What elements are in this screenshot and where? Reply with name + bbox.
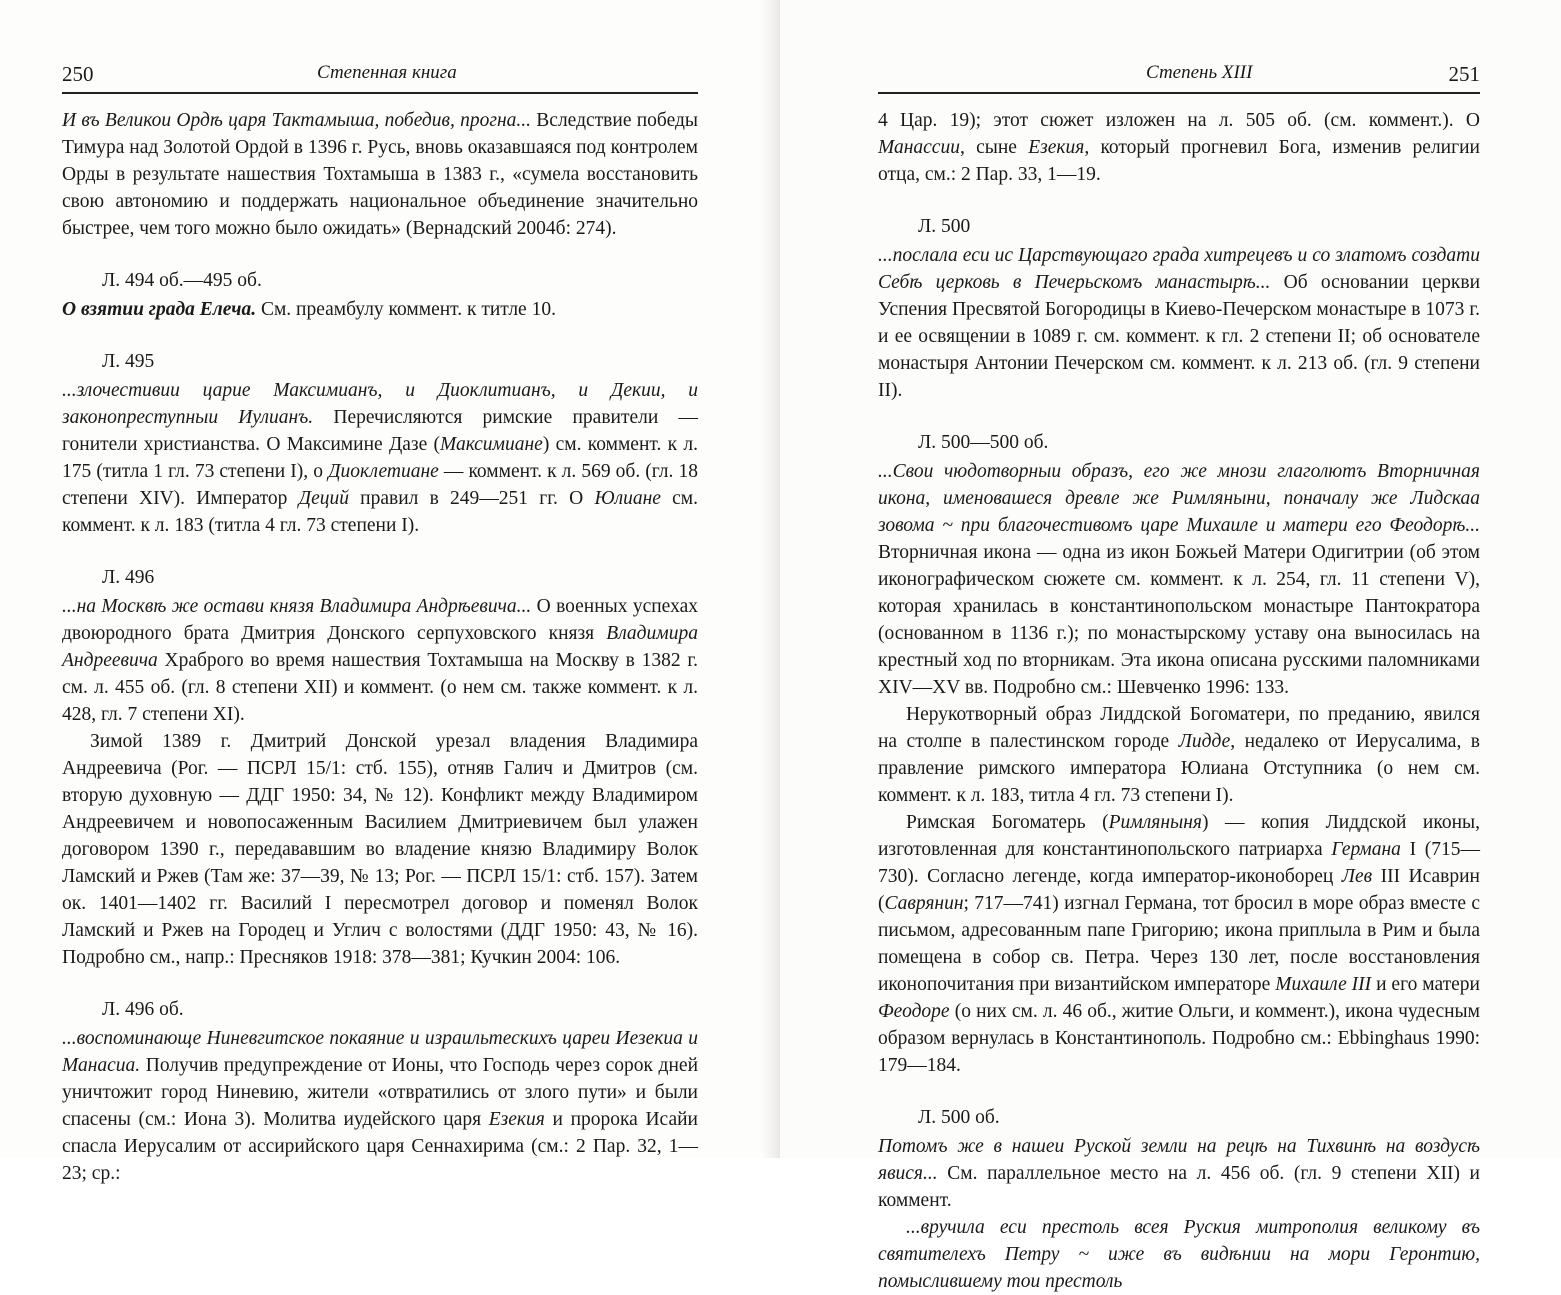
comment-text: Храброго во время нашествия Тохтамыша на Москву в 1382 г. см. л. 455 об. (гл. 8 степени XII) и коммент. (о нем см. также коммент. к л. 428, гл. 7 степени XI). bbox=[62, 650, 698, 725]
folio-reference: Л. 500 об. bbox=[918, 1107, 1000, 1128]
comment-text: Перечисляются римские правители — гонители христианства. О Максимине Дазе ( bbox=[62, 407, 698, 455]
commentary-paragraph bbox=[878, 809, 1480, 1079]
italic-name: Езекия bbox=[488, 1109, 545, 1130]
commentary-paragraph bbox=[878, 242, 1480, 404]
quoted-lemma: ...Свои чюдотворныи образъ, его же мнози глаголютъ Вторничная икона, именовашеся древле же Римляныни, поначалу же Лидскаа зовома ~ при благочестивомъ царе Михаиле и матери его Феодорѣ... bbox=[878, 461, 1480, 536]
commentary-entry bbox=[878, 1079, 1480, 1295]
comment-text: — коммент. к л. 569 об. (гл. 18 степени XIV). Император bbox=[62, 461, 698, 509]
quoted-lemma: И въ Великои Ордѣ царя Тактамыша, победив, прогна... bbox=[62, 110, 532, 131]
page-number: 250 bbox=[62, 62, 94, 86]
quoted-lemma: Потомъ же в нашеи Руской земли на рецѣ на Тихвинѣ на воздусѣ явися... bbox=[878, 1136, 1480, 1184]
comment-text: Об основании церкви Успения Пресвятой Богородицы в Киево-Печерском монастыре в 1073 г. и ее освящении в 1089 г. см. коммент. к гл. 2 степени II; об основателе монастыря Антонии Печерском см. коммент. к л. 213 об. (гл. 9 степени II). bbox=[878, 272, 1480, 401]
left-page-header bbox=[62, 58, 698, 94]
comment-text: (о них см. л. 46 об., житие Ольги, и коммент.), икона чудесным образом вернулась в Константинополь. Подробно см.: Ebbinghaus 1990: 179—184. bbox=[878, 1001, 1480, 1076]
commentary-entry bbox=[878, 107, 1480, 188]
quoted-lemma: ...на Москвѣ же остави князя Владимира Андрѣевича... bbox=[62, 596, 532, 617]
comment-text: , недалеко от Иерусалима, в правление римского императора Юлиана Отступника (о нем см. коммент. к л. 183, титла 4 гл. 73 степени I). bbox=[878, 731, 1480, 806]
italic-name: Владимира Андреевича bbox=[62, 623, 698, 671]
commentary-paragraph bbox=[62, 593, 698, 728]
comment-text: см. коммент. к л. 183 (титла 4 гл. 73 степени I). bbox=[62, 488, 699, 536]
comment-text: 4 Цар. 19); этот сюжет изложен на л. 505 об. (см. коммент.). О bbox=[878, 110, 1480, 131]
comment-text: , который прогневил Бога, изменив религии отца, см.: 2 Пар. 33, 1—19. bbox=[878, 137, 1480, 185]
comment-text: и его матери bbox=[1371, 974, 1480, 995]
italic-name: Лев bbox=[1341, 866, 1373, 887]
left-page-body bbox=[62, 107, 698, 1187]
commentary-entry bbox=[62, 971, 698, 1187]
folio-reference: Л. 496 bbox=[102, 567, 155, 588]
italic-name: Римляныня bbox=[1108, 812, 1202, 833]
comment-text: ) см. коммент. к л. 175 (титла 1 гл. 73 степени I), о bbox=[62, 434, 698, 482]
commentary-entry bbox=[62, 242, 698, 323]
quoted-lemma: ...вручила еси престоль всея Руския митрополия великому въ святителехъ Петру ~ иже въ видѣнии на мори Геронтию, помыслившему тои престоль bbox=[878, 1217, 1480, 1292]
right-page-body bbox=[878, 107, 1480, 1295]
comment-text: Вторничная икона — одна из икон Божьей Матери Одигитрии (об этом иконографическом сюжете см. коммент. к л. 254, гл. 11 степени V), которая хранилась в константинопольском монастыре Пантократора (основанном в 1136 г.); по монастырскому уставу она выносилась на крестный ход по вторникам. Эта икона описана русскими паломниками XIV—XV вв. Подробно см.: Шевченко 1996: 133. bbox=[878, 542, 1480, 698]
commentary-paragraph bbox=[62, 377, 698, 539]
folio-reference: Л. 494 об.—495 об. bbox=[102, 270, 262, 291]
italic-name: Феодоре bbox=[878, 1001, 950, 1022]
quoted-lemma: ...злочестивии царие Максимианъ, и Диоклитианъ, и Декии, и законопреступныи Иулианъ. bbox=[62, 380, 698, 428]
running-title: Степень XIII bbox=[1146, 62, 1253, 83]
italic-name: Деций bbox=[298, 488, 349, 509]
italic-name: Германа bbox=[1331, 839, 1401, 860]
commentary-entry bbox=[878, 404, 1480, 1079]
italic-name: Максимиане bbox=[440, 434, 543, 455]
page-number: 251 bbox=[1448, 62, 1480, 86]
folio-reference: Л. 495 bbox=[102, 351, 155, 372]
commentary-paragraph bbox=[62, 728, 698, 971]
commentary-paragraph bbox=[878, 458, 1480, 701]
folio-reference: Л. 500 bbox=[918, 216, 971, 237]
quoted-lemma: ...воспоминающе Ниневгитское покаяние и израильтескихъ цареи Иезекиа и Манасиа. bbox=[62, 1028, 698, 1076]
commentary-paragraph bbox=[62, 1025, 698, 1187]
comment-text: Вследствие победы Тимура над Золотой Ордой в 1396 г. Русь, вновь оказавшаяся под контролем Орды в результате нашествия Тохтамыша в 1383 г., «сумела восстановить свою автономию и поддержать национальное объединение значительно быстрее, чем того можно было ожидать» (Вернадский 2004б: 274). bbox=[62, 110, 698, 239]
quoted-lemma: О взятии града Елеча. bbox=[62, 299, 257, 320]
right-page bbox=[780, 0, 1561, 1292]
commentary-entry bbox=[878, 188, 1480, 404]
comment-text: См. преамбулу коммент. к титле 10. bbox=[256, 299, 556, 320]
italic-name: Михаиле III bbox=[1275, 974, 1372, 995]
commentary-paragraph bbox=[878, 701, 1480, 809]
commentary-entry bbox=[62, 539, 698, 971]
italic-name: Манассии bbox=[878, 137, 960, 158]
commentary-entry bbox=[62, 107, 698, 242]
commentary-paragraph bbox=[878, 1214, 1480, 1295]
left-page bbox=[0, 0, 780, 1184]
commentary-paragraph bbox=[878, 107, 1480, 188]
commentary-paragraph bbox=[62, 296, 698, 323]
comment-text: Римская Богоматерь ( bbox=[906, 812, 1109, 833]
comment-text: Нерукотворный образ Лиддской Богоматери, по преданию, явился на столпе в палестинском городе bbox=[878, 704, 1480, 752]
comment-text: ) — копия Лиддской иконы, изготовленная для константинопольского патриарха bbox=[878, 812, 1480, 860]
commentary-entry bbox=[62, 323, 698, 539]
italic-name: Лидде bbox=[1178, 731, 1231, 752]
comment-text: I (715—730). Согласно легенде, когда император-иконоборец bbox=[878, 839, 1480, 887]
comment-text: и пророка Исайи спасла Иерусалим от ассирийского царя Сеннахирима (см.: 2 Пар. 32, 1—23; ср.: bbox=[62, 1109, 698, 1184]
comment-text: , сыне bbox=[959, 137, 1029, 158]
running-title: Степенная книга bbox=[317, 62, 457, 83]
commentary-paragraph bbox=[62, 107, 698, 242]
comment-text: Зимой 1389 г. Дмитрий Донской урезал владения Владимира Андреевича (Рог. — ПСРЛ 15/1: стб. 155), отняв Галич и Дмитров (см. вторую духовную — ДДГ 1950: 34, № 12). Конфликт между Владимиром Андреевичем и новопосаженным Василием Дмитриевичем был улажен договором 1390 г., передававшим во владение князю Владимиру Волок Ламский и Ржев (Там же: 37—39, № 13; Рог. — ПСРЛ 15/1: стб. 157). Затем ок. 1401—1402 гг. Василий I пересмотрел договор и поменял Волок Ламский и Ржев на Городец и Углич с волостями (ДДГ 1950: 43, № 16). Подробно см., напр.: Пресняков 1918: 378—381; Кучкин 2004: 106. bbox=[62, 731, 698, 968]
right-page-header bbox=[878, 58, 1480, 94]
comment-text: О военных успехах двоюродного брата Дмитрия Донского серпуховского князя bbox=[62, 596, 698, 644]
italic-name: Юлиане bbox=[594, 488, 661, 509]
comment-text: III Исаврин ( bbox=[878, 866, 1480, 914]
quoted-lemma: ...послала еси ис Царствующаго града хитрецевъ и со златомъ создати Себѣ церковь в Печерьскомъ манастырѣ... bbox=[878, 245, 1480, 293]
folio-reference: Л. 496 об. bbox=[102, 999, 184, 1020]
folio-reference: Л. 500—500 об. bbox=[918, 432, 1049, 453]
comment-text: ; 717—741) изгнал Германа, тот бросил в море образ вместе с письмом, адресованным папе Григорию; икона приплыла в Рим и была помещена в собор св. Петра. Через 130 лет, после восстановления иконопочитания при византийском императоре bbox=[878, 893, 1480, 995]
commentary-paragraph bbox=[878, 1133, 1480, 1214]
italic-name: Саврянин bbox=[884, 893, 964, 914]
italic-name: Езекия bbox=[1028, 137, 1085, 158]
italic-name: Диоклетиане bbox=[328, 461, 439, 482]
comment-text: См. параллельное место на л. 456 об. (гл. 9 степени XII) и коммент. bbox=[878, 1163, 1480, 1211]
comment-text: правил в 249—251 гг. О bbox=[348, 488, 595, 509]
comment-text: Получив предупреждение от Ионы, что Господь через сорок дней уничтожит город Ниневию, жители «отвратились от злого пути» и были спасены (см.: Иона 3). Молитва иудейского царя bbox=[62, 1055, 698, 1130]
